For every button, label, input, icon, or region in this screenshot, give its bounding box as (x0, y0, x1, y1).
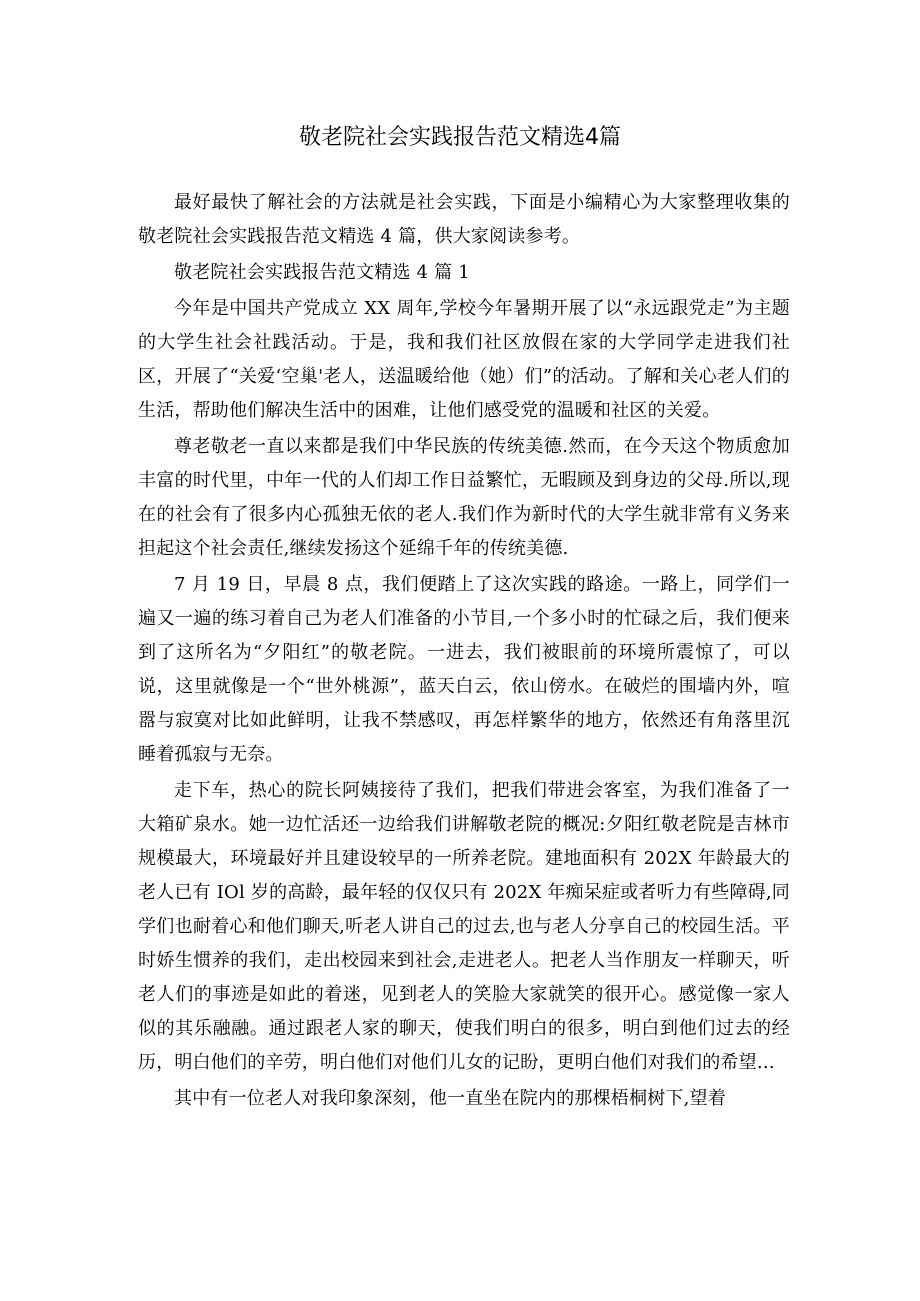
document-body (138, 186, 790, 1118)
paragraph: 今年是中国共产党成立 XX 周年,学校今年暑期开展了以“永远跟党走”为主题的大学生社会社践活动。于是，我和我们社区放假在家的大学同学走进我们社区，开展了“关爱‘空巢'老人，送温暖给他（她）们”的活动。了解和关心老人们的生活，帮助他们解决生活中的困难，让他们感受党的温暖和社区的关爱。 (138, 298, 790, 421)
paragraph: 其中有一位老人对我印象深刻，他一直坐在院内的那棵梧桐树下,望着 (174, 1088, 726, 1109)
paragraph-intro: 最好最快了解社会的方法就是社会实践，下面是小编精心为大家整理收集的敬老院社会实践报告范文精选 4 篇，供大家阅读参考。 (138, 192, 790, 247)
paragraph: 走下车，热心的院长阿姨接待了我们，把我们带进会客室，为我们准备了一大箱矿泉水。她一边忙活还一边给我们讲解敬老院的概况:夕阳红敬老院是吉林市规模最大，环境最好并且建设较早的一所养老院。建地面积有 202X 年龄最大的老人已有 IOl 岁的高龄，最年轻的仅仅只有 202X 年痴呆症或者听力有些障碍,同学们也耐着心和他们聊天,听老人讲自己的过去,也与老人分享自己的校园生活。平时娇生惯养的我们，走出校园来到社会,走进老人。把老人当作朋友一样聊天，听老人们的事迹是如此的着迷，见到老人的笑脸大家就笑的很开心。感觉像一家人似的其乐融融。通过跟老人家的聊天，使我们明白的很多，明白到他们过去的经历，明白他们的辛劳，明白他们对他们儿女的记盼，更明白他们对我们的希望… (138, 780, 790, 1073)
paragraph: 7 月 19 日，早晨 8 点，我们便踏上了这次实践的路途。一路上，同学们一遍又一遍的练习着自己为老人们准备的小节目,一个多小时的忙碌之后，我们便来到了这所名为“夕阳红”的敬老院。一进去，我们被眼前的环境所震惊了，可以说，这里就像是一个“世外桃源”，蓝天白云，依山傍水。在破烂的围墙内外，喧嚣与寂寞对比如此鲜明，让我不禁感叹，再怎样繁华的地方，依然还有角落里沉睡着孤寂与无奈。 (138, 574, 790, 765)
document-title: 敬老院社会实践报告范文精选4篇 (299, 125, 621, 150)
paragraph: 尊老敬老一直以来都是我们中华民族的传统美德.然而，在今天这个物质愈加丰富的时代里，中年一代的人们却工作日益繁忙，无暇顾及到身边的父母.所以,现在的社会有了很多内心孤独无依的老人.我们作为新时代的大学生就非常有义务来担起这个社会责任,继续发扬这个延绵千年的传统美德. (138, 436, 790, 559)
section-heading: 敬老院社会实践报告范文精选 4 篇 1 (174, 262, 470, 283)
